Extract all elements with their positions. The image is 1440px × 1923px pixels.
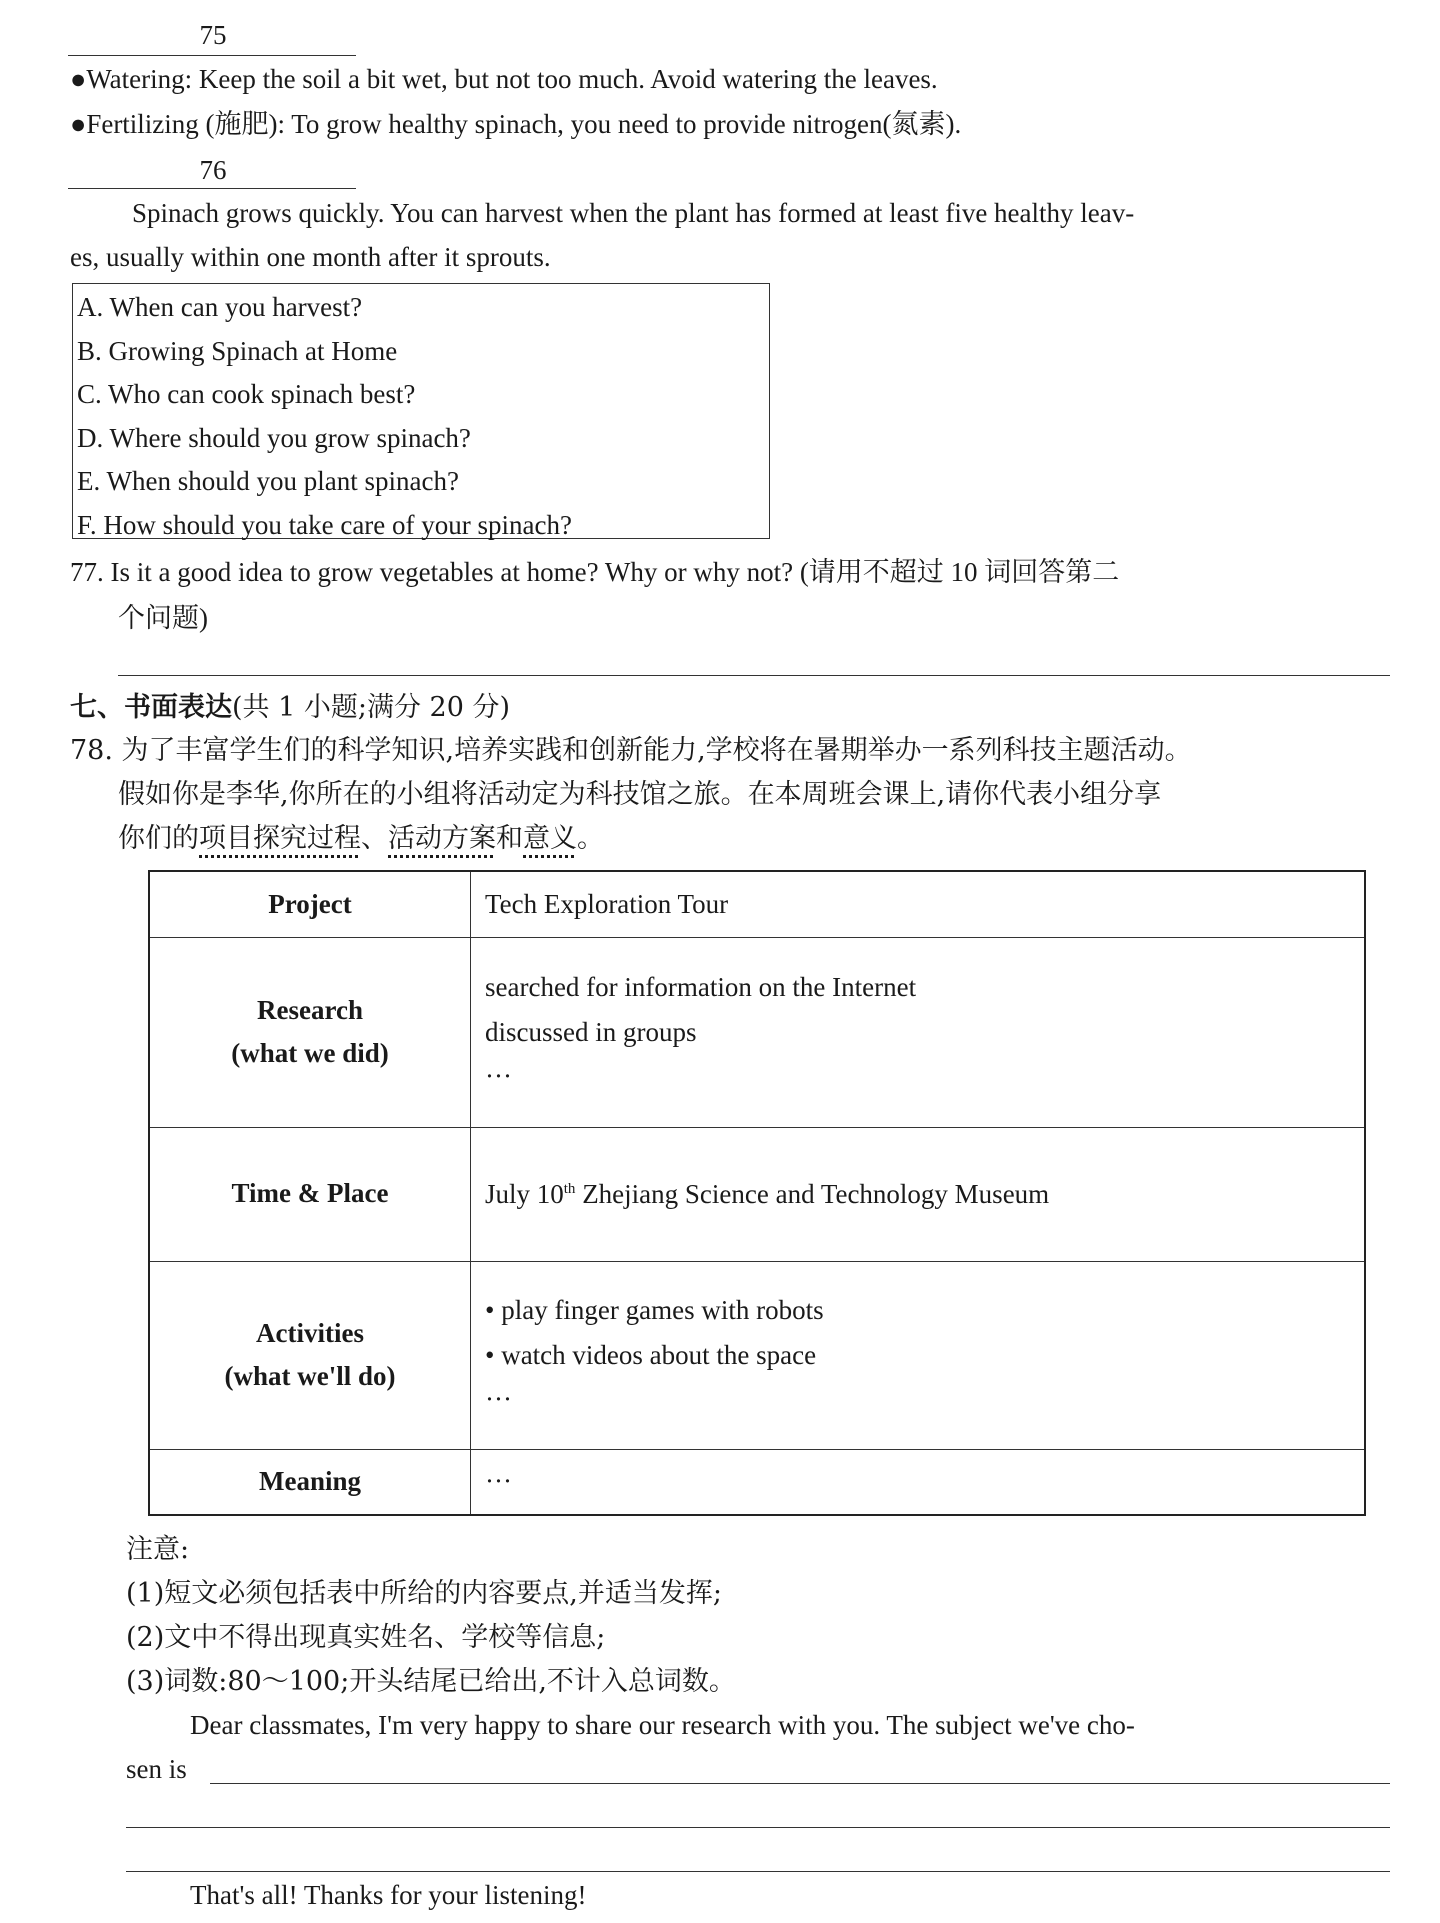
row-body-time-place: July 10th Zhejiang Science and Technology Museum (471, 1127, 1366, 1261)
section-7-note: (共 1 小题;满分 20 分) (232, 692, 511, 723)
row-head-research: Research (what we did) (149, 937, 471, 1127)
notes-title: 注意: (126, 1534, 190, 1565)
option-c: C. Who can cook spinach best? (77, 379, 416, 409)
activity-plan-table (148, 870, 1366, 1516)
watering-text: Watering: Keep the soil a bit wet, but not too much. Avoid watering the leaves. (86, 64, 938, 94)
fertilizing-text: Fertilizing (施肥): To grow healthy spinach, you need to provide nitrogen(氮素). (86, 109, 962, 139)
question-77-answer-line[interactable] (118, 675, 1390, 676)
question-78-line-2: 假如你是李华,你所在的小组将活动定为科技馆之旅。在本周班会课上,请你代表小组分享 (118, 779, 1162, 810)
bullet-icon: ● (70, 64, 87, 94)
table-row-meaning (149, 1449, 1365, 1515)
row-body-activities: • play finger games with robots • watch videos about the space ··· (471, 1261, 1366, 1449)
option-e: E. When should you plant spinach? (77, 466, 459, 496)
row-body-meaning: ··· (471, 1449, 1366, 1515)
question-77-line-2: 个问题) (118, 603, 208, 633)
emphasis-research-process: 项目探究过程 (199, 823, 361, 854)
harvest-paragraph-line-1: Spinach grows quickly. You can harvest when the plant has formed at least five healthy leav- (132, 198, 1135, 228)
row-head-meaning: Meaning (149, 1449, 471, 1515)
table-row-research (149, 937, 1365, 1127)
question-76-blank[interactable] (68, 188, 356, 189)
question-78-line-1: 78. 为了丰富学生们的科学知识,培养实践和创新能力,学校将在暑期举办一系列科技主题活动。 (70, 735, 1192, 766)
question-75-blank[interactable] (68, 55, 356, 56)
option-f: F. How should you take care of your spinach? (77, 509, 572, 540)
options-box (72, 283, 770, 539)
question-77-line-1: 77. Is it a good idea to grow vegetables at home? Why or why not? (请用不超过 10 词回答第二 (70, 557, 1120, 587)
note-item-3: (3)词数:80～100;开头结尾已给出,不计入总词数。 (126, 1666, 736, 1697)
emphasis-activity-plan: 活动方案 (388, 823, 496, 854)
bullet-icon: ● (70, 109, 87, 139)
option-d: D. Where should you grow spinach? (77, 422, 471, 453)
note-item-2: (2)文中不得出现真实姓名、学校等信息; (126, 1622, 606, 1653)
fertilizing-item (70, 107, 961, 142)
table-row-project (149, 871, 1365, 937)
question-76-number: 76 (199, 155, 227, 185)
row-body-research: searched for information on the Internet discussed in groups ··· (471, 937, 1366, 1127)
question-75-number: 75 (199, 20, 227, 50)
option-a: A. When can you harvest? (77, 292, 363, 322)
row-head-time-place: Time & Place (149, 1127, 471, 1261)
row-body-project: Tech Exploration Tour (471, 871, 1366, 937)
row-head-project: Project (149, 871, 471, 937)
note-item-1: (1)短文必须包括表中所给的内容要点,并适当发挥; (126, 1578, 722, 1609)
row-head-activities: Activities (what we'll do) (149, 1261, 471, 1449)
essay-writing-line-1[interactable] (210, 1783, 1390, 1784)
essay-writing-line-2[interactable] (126, 1827, 1390, 1828)
section-7-heading (70, 690, 510, 725)
harvest-paragraph-line-2: es, usually within one month after it sprouts. (70, 242, 551, 272)
watering-item (70, 62, 938, 97)
essay-opening-line-2: sen is (126, 1754, 187, 1784)
section-7-title: 七、书面表达 (70, 692, 232, 723)
table-row-activities (149, 1261, 1365, 1449)
option-b: B. Growing Spinach at Home (77, 335, 398, 366)
emphasis-meaning: 意义 (523, 823, 577, 854)
essay-opening-line-1: Dear classmates, I'm very happy to share our research with you. The subject we've cho- (190, 1710, 1135, 1740)
essay-writing-line-3[interactable] (126, 1871, 1390, 1872)
essay-closing: That's all! Thanks for your listening! (190, 1880, 587, 1910)
table-row-time-place (149, 1127, 1365, 1261)
question-78-line-3: 你们的项目探究过程、活动方案和意义。 (118, 823, 604, 854)
